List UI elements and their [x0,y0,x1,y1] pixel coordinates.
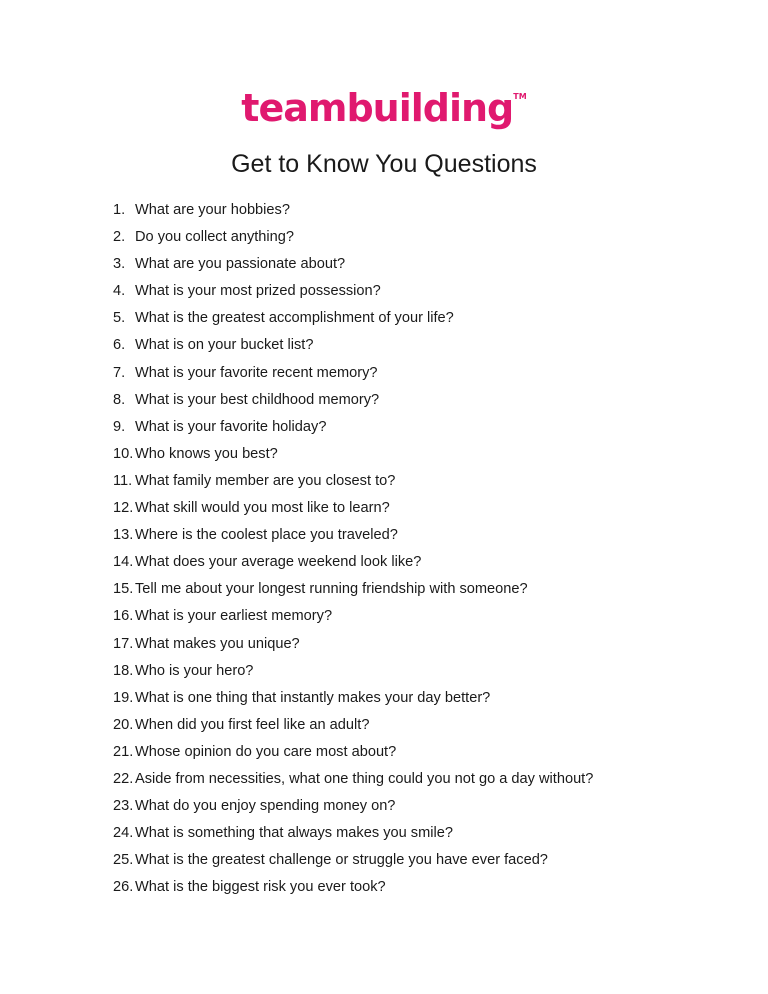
question-number: 7. [113,364,126,381]
question-item [113,225,593,252]
question-text: What is one thing that instantly makes your day better? [135,689,491,706]
question-text: What is the greatest accomplishment of your life? [135,310,454,327]
question-item [113,469,593,496]
question-text: What are you passionate about? [135,256,346,273]
question-item [113,821,593,848]
question-text: What is your favorite recent memory? [135,364,378,381]
question-item [113,713,593,740]
question-item [113,361,593,388]
question-item [113,279,593,306]
question-item [113,496,593,523]
question-number: 26. [113,879,134,896]
question-number: 1. [113,202,126,218]
question-number: 23. [113,798,134,815]
question-item [113,875,593,902]
question-text: When did you first feel like an adult? [135,716,370,733]
question-text: What is your best childhood memory? [135,391,380,408]
question-text: What is something that always makes you smile? [135,825,453,842]
question-item [113,659,593,686]
question-item [113,794,593,821]
question-number: 2. [113,229,126,246]
question-number: 17. [113,635,134,652]
question-number: 24. [113,825,134,842]
trademark-mark: TM [513,92,527,101]
question-item [113,198,593,225]
question-number: 21. [113,743,134,760]
question-number: 20. [113,716,134,733]
question-text: What is on your bucket list? [135,337,314,354]
question-number: 22. [113,770,134,787]
question-text: What is the greatest challenge or struggle you have ever faced? [135,852,548,869]
question-text: What makes you unique? [135,635,300,652]
question-item [113,577,593,604]
question-text: Where is the coolest place you traveled? [135,527,398,544]
question-text: What is your earliest memory? [135,608,333,625]
question-number: 4. [113,283,126,300]
question-text: What family member are you closest to? [135,472,396,489]
question-item [113,388,593,415]
question-number: 14. [113,554,134,571]
question-number: 8. [113,391,126,408]
brand-logo [0,86,768,130]
question-text: Tell me about your longest running friendship with someone? [135,581,528,598]
question-item [113,523,593,550]
question-item [113,686,593,713]
question-text: Whose opinion do you care most about? [135,743,397,760]
question-item [113,252,593,279]
question-text: Who is your hero? [135,662,254,679]
question-number: 10. [113,445,134,462]
question-text: What is your most prized possession? [135,283,381,300]
question-number: 12. [113,500,134,517]
question-list [113,198,593,902]
question-number: 3. [113,256,126,273]
question-item [113,632,593,659]
question-item [113,848,593,875]
question-text: Do you collect anything? [135,229,295,246]
question-number: 18. [113,662,134,679]
question-item [113,442,593,469]
question-number: 13. [113,527,134,544]
question-item [113,306,593,333]
question-text: Who knows you best? [135,445,278,462]
question-item [113,767,593,794]
question-item [113,740,593,767]
question-number: 11. [113,472,133,489]
question-number: 25. [113,852,134,869]
question-number: 9. [113,418,126,435]
question-item [113,550,593,577]
question-item [113,604,593,631]
question-text: What skill would you most like to learn? [135,500,390,517]
question-text: What is the biggest risk you ever took? [135,879,386,896]
question-text: What do you enjoy spending money on? [135,798,396,815]
question-number: 19. [113,689,134,706]
question-number: 16. [113,608,134,625]
question-item [113,333,593,360]
question-text: What is your favorite holiday? [135,418,327,435]
question-number: 5. [113,310,126,327]
question-item [113,415,593,442]
question-text: What does your average weekend look like? [135,554,422,571]
logo-wordmark: teambuilding™ [241,86,527,130]
question-number: 15. [113,581,134,598]
question-text: Aside from necessities, what one thing could you not go a day without? [135,770,594,787]
page-title: Get to Know You Questions [231,150,537,178]
question-number: 6. [113,337,126,354]
question-text: What are your hobbies? [135,202,290,218]
